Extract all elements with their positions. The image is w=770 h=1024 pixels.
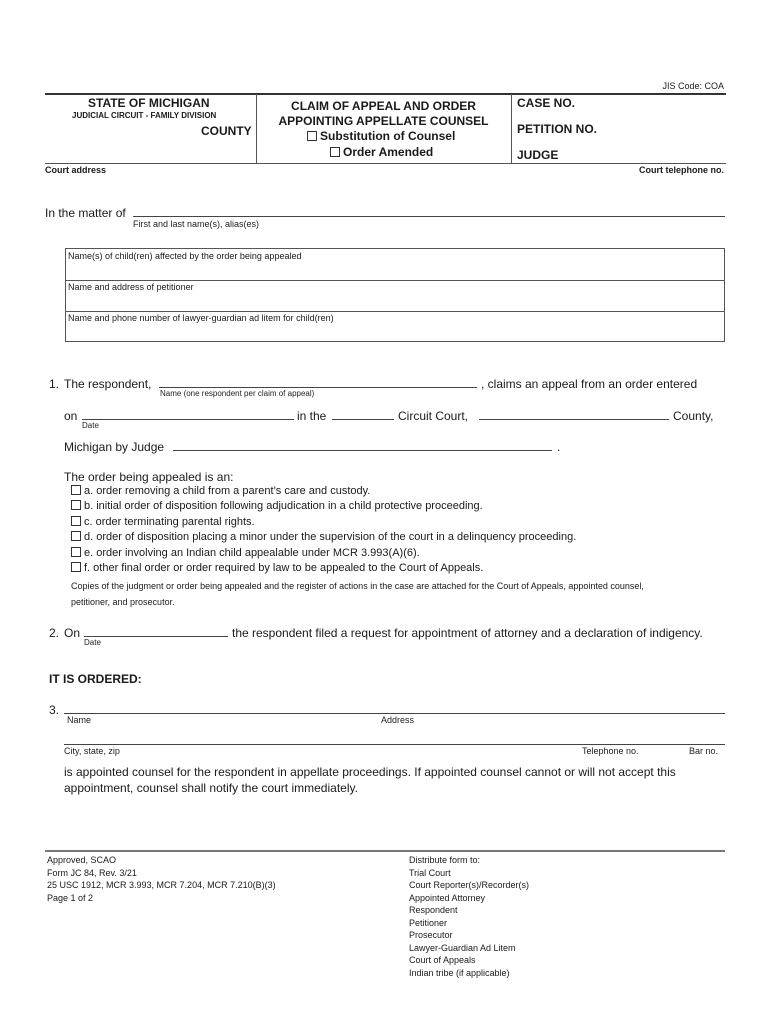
distribute-item: Court Reporter(s)/Recorder(s)	[409, 880, 530, 890]
court-phone-label: Court telephone no.	[639, 165, 724, 175]
approved-line: Approved, SCAO	[47, 855, 117, 865]
petition-no-label: PETITION NO.	[517, 122, 598, 136]
option-b-checkbox[interactable]	[71, 500, 81, 510]
jis-code: JIS Code: COA	[662, 81, 724, 91]
copies-note-line1: Copies of the judgment or order being appealed and the register of actions in the case are attached for the Court of Appeals, appointed counsel,	[71, 581, 644, 591]
circuit-number-field[interactable]	[332, 419, 394, 420]
counsel-city-phone-field[interactable]	[64, 744, 725, 745]
distribute-item: Court of Appeals	[409, 955, 476, 965]
respondent-sublabel: Name (one respondent per claim of appeal)	[160, 389, 315, 398]
counsel-name-address-field[interactable]	[64, 713, 725, 714]
judge-name-field[interactable]	[173, 450, 552, 451]
option-a-label: a. order removing a child from a parent’s care and custody.	[84, 485, 371, 497]
children-names-label: Name(s) of child(ren) affected by the order being appealed	[68, 251, 302, 261]
option-c-label: c. order terminating parental rights.	[84, 516, 255, 528]
respondent-label: The respondent,	[64, 377, 152, 391]
option-c-checkbox[interactable]	[71, 516, 81, 526]
substitution-checkbox[interactable]	[307, 131, 317, 141]
circuit-court-label: Circuit Court,	[398, 409, 469, 423]
item3-text-line2: appointment, counsel shall notify the court immediately.	[64, 781, 358, 795]
form-title-line2: APPOINTING APPELLATE COUNSEL	[278, 114, 489, 128]
counsel-name-sublabel: Name	[67, 715, 92, 725]
michigan-judge-label: Michigan by Judge	[64, 440, 165, 454]
header-top-rule	[45, 93, 726, 95]
option-e-checkbox[interactable]	[71, 547, 81, 557]
item3-number: 3.	[49, 703, 60, 717]
amended-checkbox[interactable]	[330, 147, 340, 157]
case-no-label: CASE NO.	[517, 96, 576, 110]
order-option-e[interactable]	[71, 547, 420, 559]
claims-text: , claims an appeal from an order entered	[481, 377, 698, 391]
item3-text-line1: is appointed counsel for the respondent in appellate proceedings. If appointed counsel cannot or will not accept this	[64, 765, 676, 779]
item2-text: the respondent filed a request for appointment of attorney and a declaration of indigency.	[232, 626, 703, 640]
order-date-field[interactable]	[82, 419, 294, 420]
counsel-address-sublabel: Address	[381, 715, 415, 725]
matter-sublabel: First and last name(s), alias(es)	[133, 219, 260, 229]
option-f-label: f. other final order or order required by law to be appealed to the Court of Appeals.	[84, 562, 484, 574]
amended-label: Order Amended	[343, 145, 434, 159]
distribute-item: Appointed Attorney	[409, 892, 486, 903]
guardian-label: Name and phone number of lawyer-guardian ad litem for child(ren)	[68, 313, 334, 323]
option-e-label: e. order involving an Indian child appealable under MCR 3.993(A)(6).	[84, 547, 420, 559]
circuit-label: JUDICIAL CIRCUIT - FAMILY DIVISION	[72, 111, 217, 120]
item2-number: 2.	[49, 626, 60, 640]
distribute-item: Respondent	[409, 905, 458, 915]
option-a-checkbox[interactable]	[71, 485, 81, 495]
distribution-list	[409, 854, 529, 979]
city-sublabel: City, state, zip	[64, 746, 120, 756]
telephone-sublabel: Telephone no.	[582, 746, 639, 756]
order-intro: The order being appealed is an:	[64, 470, 234, 484]
it-is-ordered-heading: IT IS ORDERED:	[49, 672, 142, 686]
distribute-item: Indian tribe (if applicable)	[409, 967, 510, 978]
distribute-item: Petitioner	[409, 917, 448, 928]
respondent-name-field[interactable]	[159, 387, 477, 388]
distribute-item: Prosecutor	[409, 930, 453, 940]
substitution-option[interactable]	[307, 129, 455, 143]
on-label: on	[64, 409, 78, 423]
form-number-line: Form JC 84, Rev. 3/21	[47, 867, 137, 878]
county-label: COUNTY	[201, 124, 252, 138]
children-names-field[interactable]	[68, 251, 723, 279]
order-option-b[interactable]	[71, 500, 483, 512]
county-suffix-label: County,	[673, 409, 714, 423]
judge-label: JUDGE	[517, 148, 559, 162]
order-option-a[interactable]	[71, 485, 370, 497]
footer-rule	[45, 850, 725, 852]
in-the-label: in the	[297, 409, 327, 423]
order-date-sublabel: Date	[82, 421, 99, 430]
info-divider-1	[65, 280, 725, 281]
distribute-title: Distribute form to:	[409, 855, 481, 865]
copies-note-line2: petitioner, and prosecutor.	[71, 597, 175, 607]
item1-number: 1.	[49, 377, 60, 391]
option-f-checkbox[interactable]	[71, 562, 81, 572]
matter-name-field[interactable]	[133, 216, 725, 217]
page-number-line: Page 1 of 2	[47, 892, 94, 903]
distribute-item: Trial Court	[409, 867, 451, 878]
option-b-label: b. initial order of disposition following adjudication in a child protective proceeding.	[84, 500, 483, 512]
request-date-field[interactable]	[84, 636, 228, 637]
county-name-field[interactable]	[479, 419, 669, 420]
matter-label: In the matter of	[45, 206, 126, 220]
substitution-label: Substitution of Counsel	[320, 129, 456, 143]
bar-no-sublabel: Bar no.	[689, 746, 719, 756]
request-date-sublabel: Date	[84, 638, 101, 647]
judge-period: .	[557, 440, 561, 454]
option-d-label: d. order of disposition placing a minor under the supervision of the court in a delinquency proceeding.	[84, 531, 577, 543]
amended-option[interactable]	[330, 145, 433, 159]
order-option-f[interactable]	[71, 562, 483, 574]
distribute-item: Lawyer-Guardian Ad Litem	[409, 942, 516, 953]
footer-left	[47, 854, 276, 904]
option-d-checkbox[interactable]	[71, 531, 81, 541]
state-name: STATE OF MICHIGAN	[88, 96, 210, 110]
guardian-field[interactable]	[68, 313, 723, 341]
order-option-d[interactable]	[71, 531, 576, 543]
header-bottom-rule	[45, 163, 726, 164]
court-address-label: Court address	[45, 165, 107, 175]
petitioner-field[interactable]	[68, 282, 723, 310]
info-divider-2	[65, 311, 725, 312]
form-title-line1: CLAIM OF APPEAL AND ORDER	[291, 99, 476, 113]
header-divider-right	[511, 94, 512, 163]
petitioner-label: Name and address of petitioner	[68, 282, 194, 292]
order-option-c[interactable]	[71, 516, 255, 528]
item2-on-label: On	[64, 626, 81, 640]
authority-line: 25 USC 1912, MCR 3.993, MCR 7.204, MCR 7.210(B)(3)	[47, 880, 276, 890]
